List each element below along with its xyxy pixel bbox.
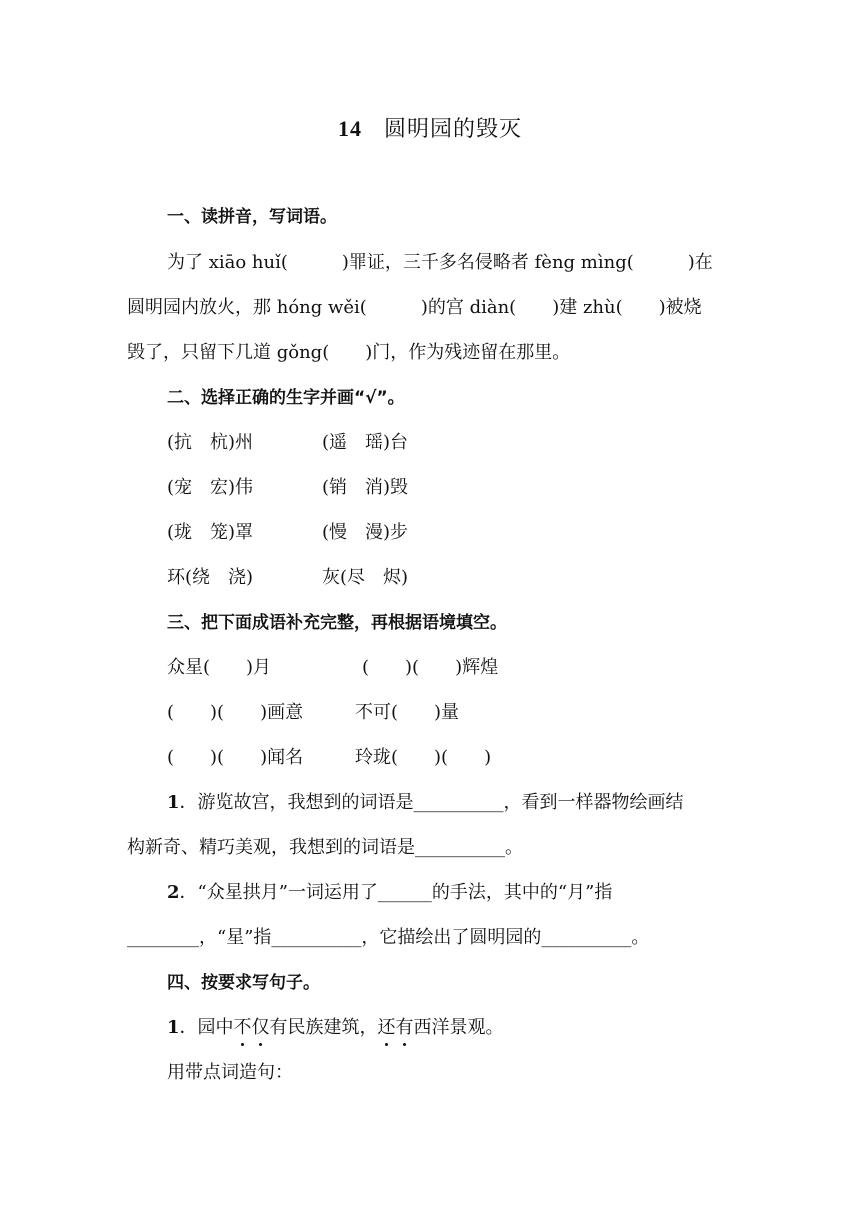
section2-heading: 二、选择正确的生字并画“√”。: [167, 388, 405, 408]
choice-right: 灰(尽 烬): [322, 567, 409, 588]
question-2: [167, 881, 612, 905]
sentence-text: 西洋景观。: [413, 1017, 504, 1038]
idiom-right: 玲珑( )( ): [355, 747, 492, 768]
section1-line3: 毁了，只留下几道 gǒng( )门，作为残迹留在那里。: [127, 342, 571, 363]
choice-right: (遥 瑶)台: [322, 432, 409, 453]
question-text: ．“众星拱月”一词运用了______的手法，其中的“月”指: [179, 882, 613, 903]
dotted-char: 还: [377, 1017, 396, 1038]
question-number: 1: [167, 1017, 180, 1038]
sentence-text: ．园中: [179, 1017, 234, 1038]
idiom-right: ( )( )辉煌: [362, 657, 499, 678]
choice-left: (抗 杭)州: [167, 432, 254, 453]
dotted-char: 仅: [251, 1017, 270, 1038]
choice-left: 环(绕 浇): [167, 567, 254, 588]
idiom-left: ( )( )画意: [167, 702, 304, 723]
dotted-char: 不: [233, 1017, 252, 1038]
section1-line2: 圆明园内放火，那 hóng wěi( )的宫 diàn( )建 zhù( )被烧: [127, 297, 702, 318]
question-1: [167, 791, 684, 815]
section4-heading: 四、按要求写句子。: [167, 973, 320, 993]
choice-row: [167, 476, 409, 500]
question-text: ．游览故宫，我想到的词语是__________，看到一样器物绘画结: [179, 792, 684, 813]
choice-row: [167, 566, 409, 590]
sentence-question-1: [167, 1016, 504, 1040]
dotted-char: 有: [395, 1017, 414, 1038]
choice-row: [167, 521, 409, 545]
idiom-row: [167, 746, 492, 770]
question-1-continued: 构新奇、精巧美观，我想到的词语是__________。: [127, 837, 523, 858]
section1-heading: 一、读拼音，写词语。: [167, 207, 337, 227]
choice-right: (销 消)毁: [322, 477, 409, 498]
idiom-row: [167, 656, 499, 680]
make-sentence-prompt: 用带点词造句：: [167, 1062, 293, 1083]
choice-left: (宠 宏)伟: [167, 477, 254, 498]
sentence-text: 有民族建筑，: [269, 1017, 378, 1038]
idiom-right: 不可( )量: [355, 702, 460, 723]
section3-heading: 三、把下面成语补充完整，再根据语境填空。: [167, 613, 507, 633]
choice-left: (珑 笼)罩: [167, 522, 254, 543]
idiom-left: ( )( )闻名: [167, 747, 304, 768]
lesson-number: 14: [337, 116, 362, 141]
section1-line1: 为了 xiāo huǐ( )罪证，三千多名侵略者 fèng mìng( )在: [167, 252, 713, 273]
choice-right: (慢 漫)步: [322, 522, 409, 543]
lesson-name: 圆明园的毁灭: [383, 117, 522, 142]
question-number: 1: [167, 792, 180, 813]
idiom-row: [167, 701, 460, 725]
idiom-left: 众星( )月: [167, 657, 272, 678]
lesson-title: [0, 112, 860, 143]
question-2-continued: ________，“星”指__________，它描绘出了圆明园的__________。: [127, 927, 650, 948]
choice-row: [167, 431, 409, 455]
question-number: 2: [167, 882, 180, 903]
